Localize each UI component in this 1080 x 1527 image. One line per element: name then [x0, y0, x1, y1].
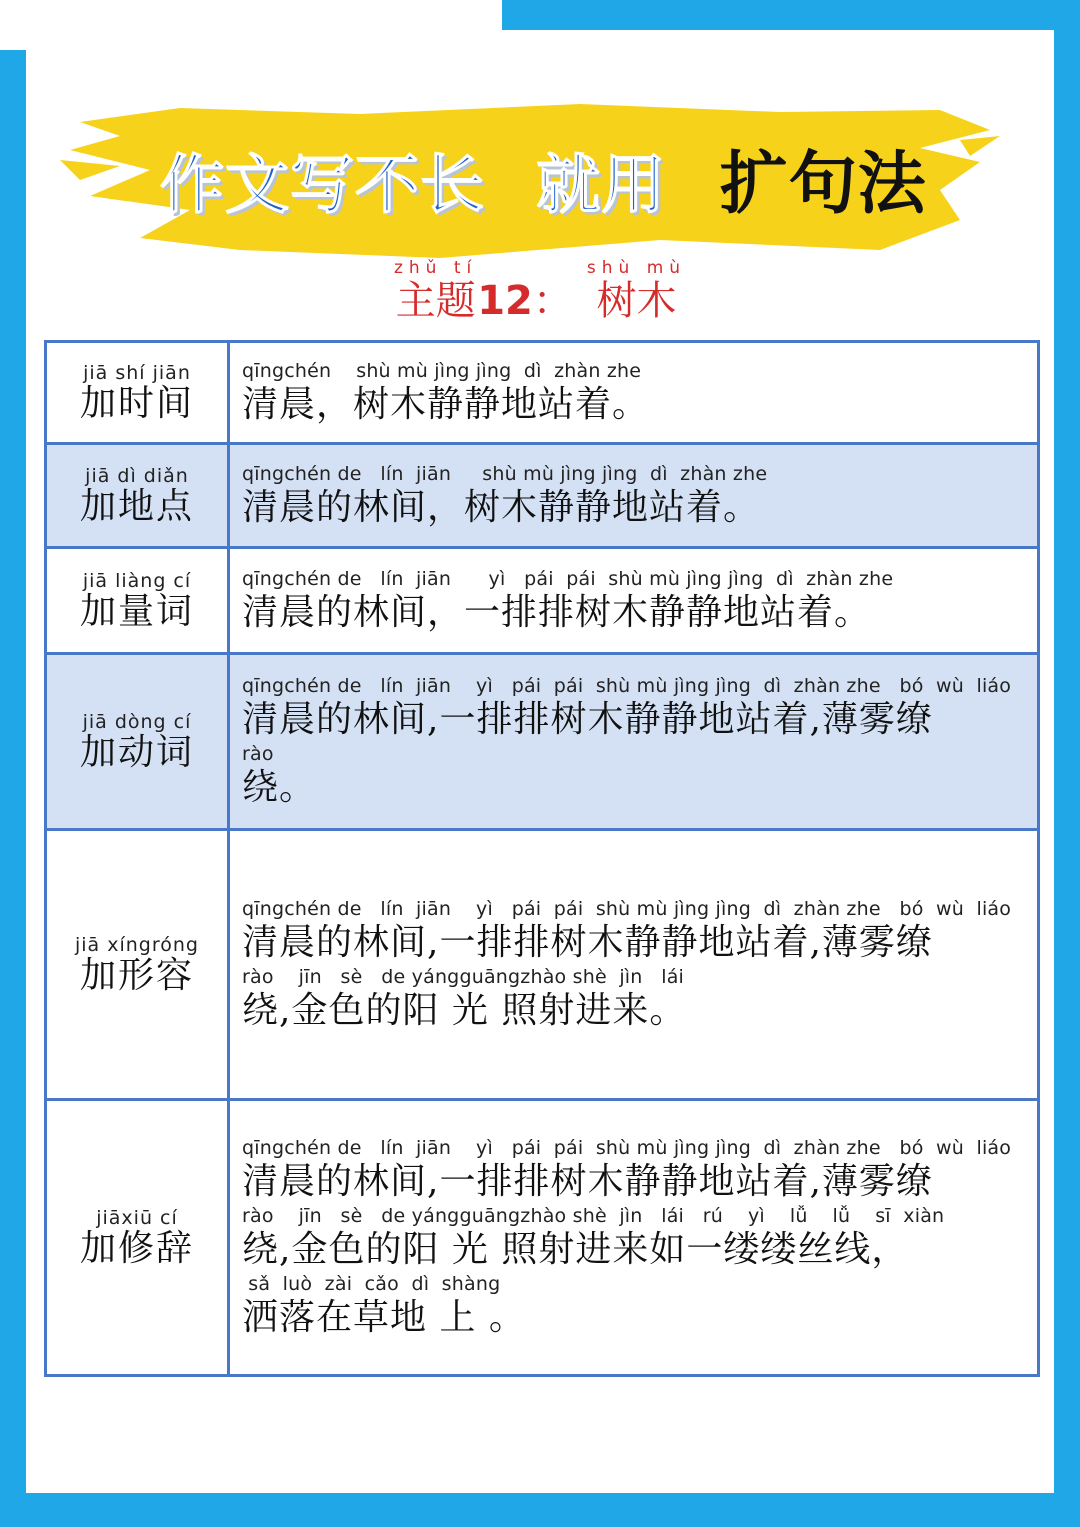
row-label: 加地点: [79, 485, 194, 527]
subtitle-colon: ：: [532, 278, 573, 324]
line-text: 清晨的林间,一排排树木静静地站着,薄雾缭: [242, 698, 933, 740]
line-text: 清晨的林间,一排排树木静静地站着,薄雾缭: [242, 1160, 933, 1202]
row-content-cell: [229, 830, 1039, 1100]
row-label-pinyin: jiā liàng cí: [82, 569, 192, 592]
subtitle-word-1-text: 主题: [395, 278, 476, 324]
line-pinyin: rào jīn sè de yángguāngzhào shè jìn lái rú yì lǚ lǚ sī xiàn: [242, 1204, 945, 1227]
row-label: 加时间: [79, 382, 194, 424]
row-label-cell: [46, 548, 229, 654]
line-text: 洒落在草地 上 。: [242, 1296, 526, 1338]
line-pinyin: qīngchén de lín jiān yì pái pái shù mù jìng jìng dì zhàn zhe bó wù liáo: [242, 674, 1012, 697]
subtitle-word-1-pinyin: zhǔ tí: [393, 258, 478, 278]
title-part-3: 扩句法: [719, 145, 927, 224]
table-row: [46, 654, 1039, 830]
line-text: 绕。: [242, 766, 317, 808]
row-label-cell: [46, 1100, 229, 1376]
row-label-pinyin: jiā dòng cí: [82, 710, 192, 733]
line-pinyin: qīngchén de lín jiān yì pái pái shù mù jìng jìng dì zhàn zhe bó wù liáo: [242, 1136, 1012, 1159]
row-label-cell: [46, 654, 229, 830]
row-content-cell: [229, 342, 1039, 444]
frame-right-border: [1054, 0, 1080, 1527]
frame-bottom-border: [0, 1493, 1080, 1527]
table-row: [46, 830, 1039, 1100]
table-row: [46, 1100, 1039, 1376]
subtitle: [0, 258, 1080, 324]
frame-top-border: [502, 0, 1080, 30]
subtitle-number: 12: [477, 278, 533, 324]
row-content-cell: [229, 1100, 1039, 1376]
row-label-pinyin: jiāxiū cí: [96, 1206, 178, 1229]
line-pinyin: qīngchén de lín jiān yì pái pái shù mù jìng jìng dì zhàn zhe bó wù liáo: [242, 897, 1012, 920]
row-content-cell: [229, 654, 1039, 830]
row-label-pinyin: jiā xíngróng: [75, 933, 199, 956]
row-label: 加动词: [79, 731, 194, 773]
subtitle-word-2-pinyin: shù mù: [586, 258, 687, 278]
row-content-cell: [229, 444, 1039, 548]
line-text: 绕,金色的阳 光 照射进来如一缕缕丝线，: [242, 1228, 909, 1270]
line-pinyin: qīngchén shù mù jìng jìng dì zhàn zhe: [242, 359, 642, 382]
row-label-pinyin: jiā dì diǎn: [85, 464, 189, 487]
page-title: [160, 140, 940, 230]
table-row: [46, 342, 1039, 444]
row-label-pinyin: jiā shí jiān: [83, 361, 191, 384]
table-row: [46, 548, 1039, 654]
row-label: 加量词: [79, 590, 194, 632]
line-pinyin: rào jīn sè de yángguāngzhào shè jìn lái: [242, 965, 685, 988]
line-text: 清晨的林间,一排排树木静静地站着,薄雾缭: [242, 921, 933, 963]
subtitle-word-2: [587, 258, 686, 324]
line-pinyin: qīngchén de lín jiān shù mù jìng jìng dì zhàn zhe: [242, 462, 768, 485]
sentence-expansion-table: [44, 340, 1040, 1377]
subtitle-word-2-text: 树木: [596, 278, 677, 324]
subtitle-word-1: [394, 258, 477, 324]
row-label: 加修辞: [79, 1227, 194, 1269]
line-pinyin: sǎ luò zài cǎo dì shàng: [242, 1272, 501, 1295]
row-label-cell: [46, 830, 229, 1100]
line-pinyin: rào: [242, 742, 274, 765]
line-text: 清晨，树木静静地站着。: [242, 383, 650, 425]
line-text: 清晨的林间，树木静静地站着。: [242, 486, 761, 528]
title-part-2: 就用: [536, 149, 667, 223]
line-text: 清晨的林间，一排排树木静静地站着。: [242, 591, 872, 633]
row-content-cell: [229, 548, 1039, 654]
row-label-cell: [46, 342, 229, 444]
title-part-1: 作文写不长: [160, 149, 485, 223]
line-pinyin: qīngchén de lín jiān yì pái pái shù mù jìng jìng dì zhàn zhe: [242, 567, 894, 590]
table-row: [46, 444, 1039, 548]
line-text: 绕,金色的阳 光 照射进来。: [242, 989, 687, 1031]
row-label: 加形容: [79, 954, 194, 996]
row-label-cell: [46, 444, 229, 548]
